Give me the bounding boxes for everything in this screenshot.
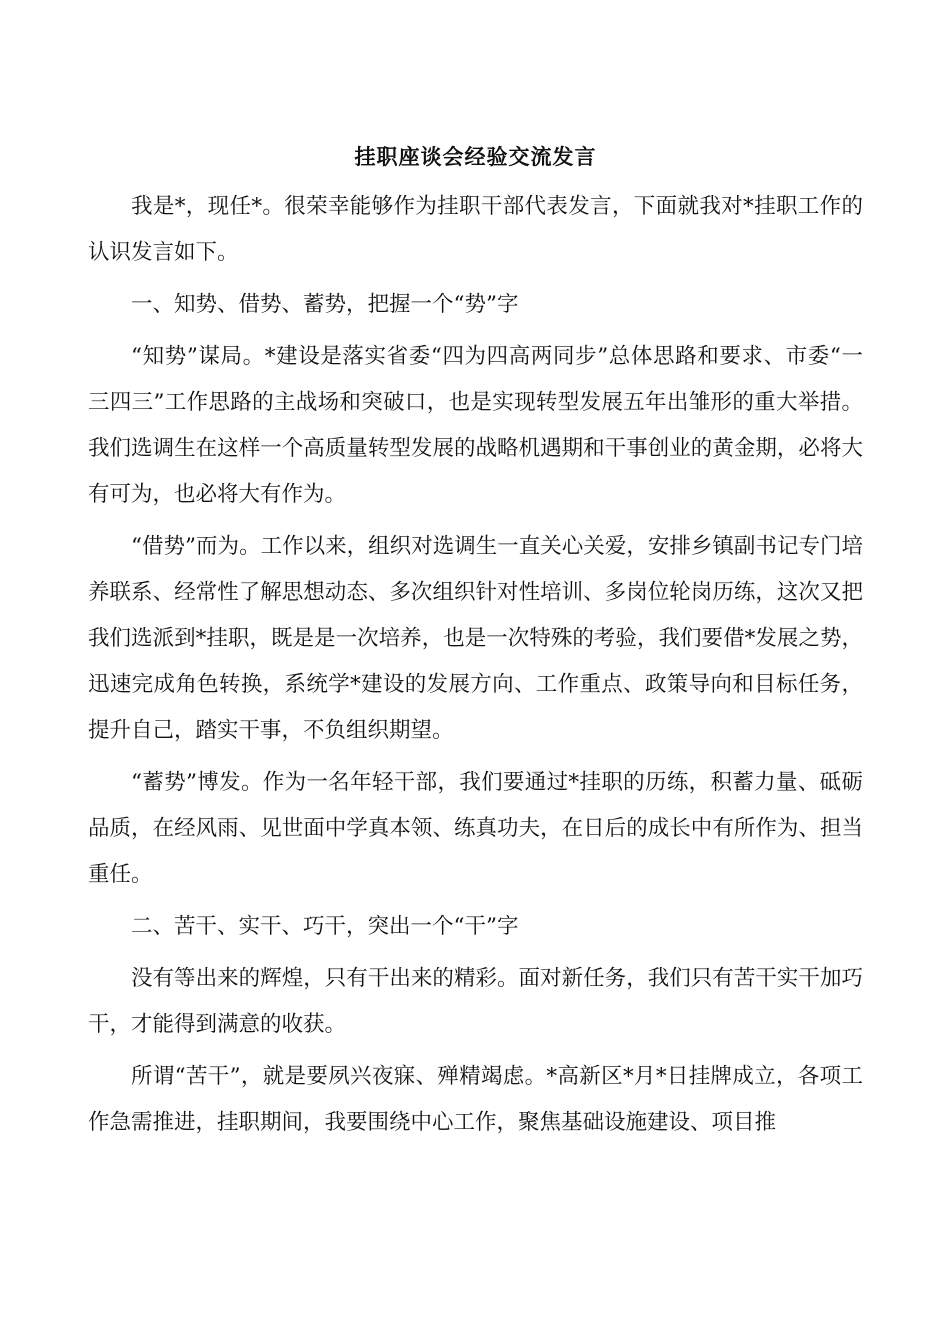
document-page	[88, 140, 863, 1152]
paragraph-kugan: 所谓“苦干”，就是要夙兴夜寐、殚精竭虑。*高新区*月*日挂牌成立，各项工作急需推进，挂职期间，我要围绕中心工作，聚焦基础设施建设、项目推	[88, 1064, 863, 1135]
paragraph-jieshi: “借势”而为。工作以来，组织对选调生一直关心关爱，安排乡镇副书记专门培养联系、经常性了解思想动态、多次组织针对性培训、多岗位轮岗历练，这次又把我们选派到*挂职，既是是一次培养，也是一次特殊的考验，我们要借*发展之势，迅速完成角色转换，系统学*建设的发展方向、工作重点、政策导向和目标任务，提升自己，踏实干事，不负组织期望。	[88, 534, 863, 743]
section-heading-1: 一、知势、借势、蓄势，把握一个“势”字	[131, 292, 519, 317]
section-heading-2: 二、苦干、实干、巧干，突出一个“干”字	[131, 914, 519, 939]
paragraph-zhishi: “知势”谋局。*建设是落实省委“四为四高两同步”总体思路和要求、市委“一三四三”工作思路的主战场和突破口，也是实现转型发展五年出雏形的重大举措。我们选调生在这样一个高质量转型发展的战略机遇期和干事创业的黄金期，必将大有可为，也必将大有作为。	[88, 344, 863, 507]
paragraph-intro: 我是*，现任*。很荣幸能够作为挂职干部代表发言，下面就我对*挂职工作的认识发言如下。	[88, 194, 863, 265]
document-title: 挂职座谈会经验交流发言	[354, 144, 597, 169]
paragraph-gan-intro: 没有等出来的辉煌，只有干出来的精彩。面对新任务，我们只有苦干实干加巧干，才能得到满意的收获。	[88, 966, 863, 1037]
paragraph-xushi: “蓄势”博发。作为一名年轻干部，我们要通过*挂职的历练，积蓄力量、砥砺品质，在经风雨、见世面中学真本领、练真功夫，在日后的成长中有所作为、担当重任。	[88, 770, 863, 887]
